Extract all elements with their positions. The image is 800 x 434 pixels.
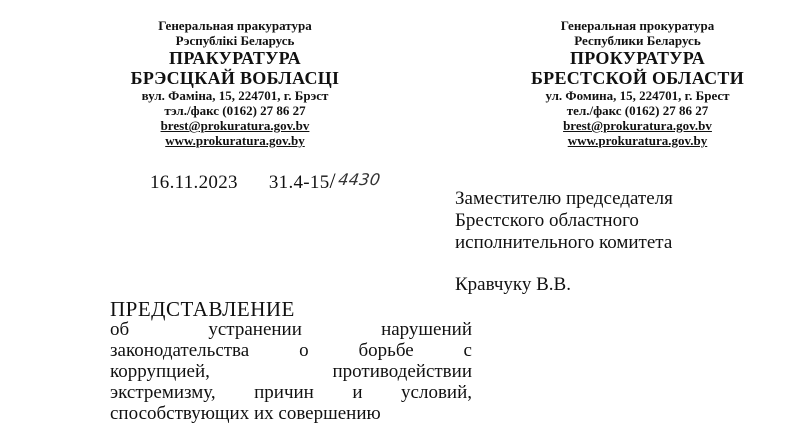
org-name-2: БРЭСЦКАЙ ВОБЛАСЦІ — [130, 68, 340, 88]
addressee-line-2: Брестского областного — [455, 210, 639, 231]
handwritten-number: 4430 — [337, 170, 382, 189]
agency-line-1: Генеральная прокуратура — [560, 18, 715, 33]
org-name-1: ПРОКУРАТУРА — [569, 48, 706, 68]
org-name-2: БРЕСТСКОЙ ОБЛАСТИ — [530, 68, 745, 88]
subject-line: способствующих их совершению — [110, 403, 381, 424]
subject-line: об устранении нарушений — [110, 319, 472, 340]
subject-line: коррупцией, противодействии — [110, 361, 472, 382]
email-link[interactable]: brest@prokuratura.gov.bv — [160, 118, 310, 133]
agency-line-2: Рэспублікі Беларусь — [175, 33, 295, 48]
subject-line: экстремизму, причин и условий, — [110, 382, 472, 403]
addressee-line-1: Заместителю председателя — [455, 188, 673, 209]
phone-fax: тел./факс (0162) 27 86 27 — [566, 103, 709, 118]
website-link[interactable]: www.prokuratura.gov.by — [165, 133, 305, 148]
website-link[interactable]: www.prokuratura.gov.by — [567, 133, 708, 148]
letterhead-belarusian — [120, 18, 350, 148]
address: вул. Фаміна, 15, 224701, г. Брэст — [141, 88, 329, 103]
org-name-1: ПРАКУРАТУРА — [169, 48, 301, 68]
address: ул. Фомина, 15, 224701, г. Брест — [545, 88, 730, 103]
addressee-line-3: исполнительного комитета — [455, 232, 673, 253]
email-link[interactable]: brest@prokuratura.gov.bv — [563, 118, 712, 133]
addressee-name: Кравчуку В.В. — [455, 274, 571, 295]
phone-fax: тэл./факс (0162) 27 86 27 — [164, 103, 306, 118]
subject-line: законодательства о борьбе с — [110, 340, 472, 361]
document-subject — [110, 319, 472, 424]
agency-line-1: Генеральная пракуратура — [158, 18, 312, 33]
addressee-block — [455, 188, 673, 296]
registration-line — [150, 168, 380, 194]
document-number: 31.4-15 — [268, 172, 330, 193]
agency-line-2: Республики Беларусь — [574, 33, 701, 48]
document-title: ПРЕДСТАВЛЕНИЕ — [110, 297, 295, 321]
slash-separator: / — [329, 168, 336, 193]
letterhead-russian — [525, 18, 750, 148]
document-date: 16.11.2023 — [150, 172, 238, 193]
